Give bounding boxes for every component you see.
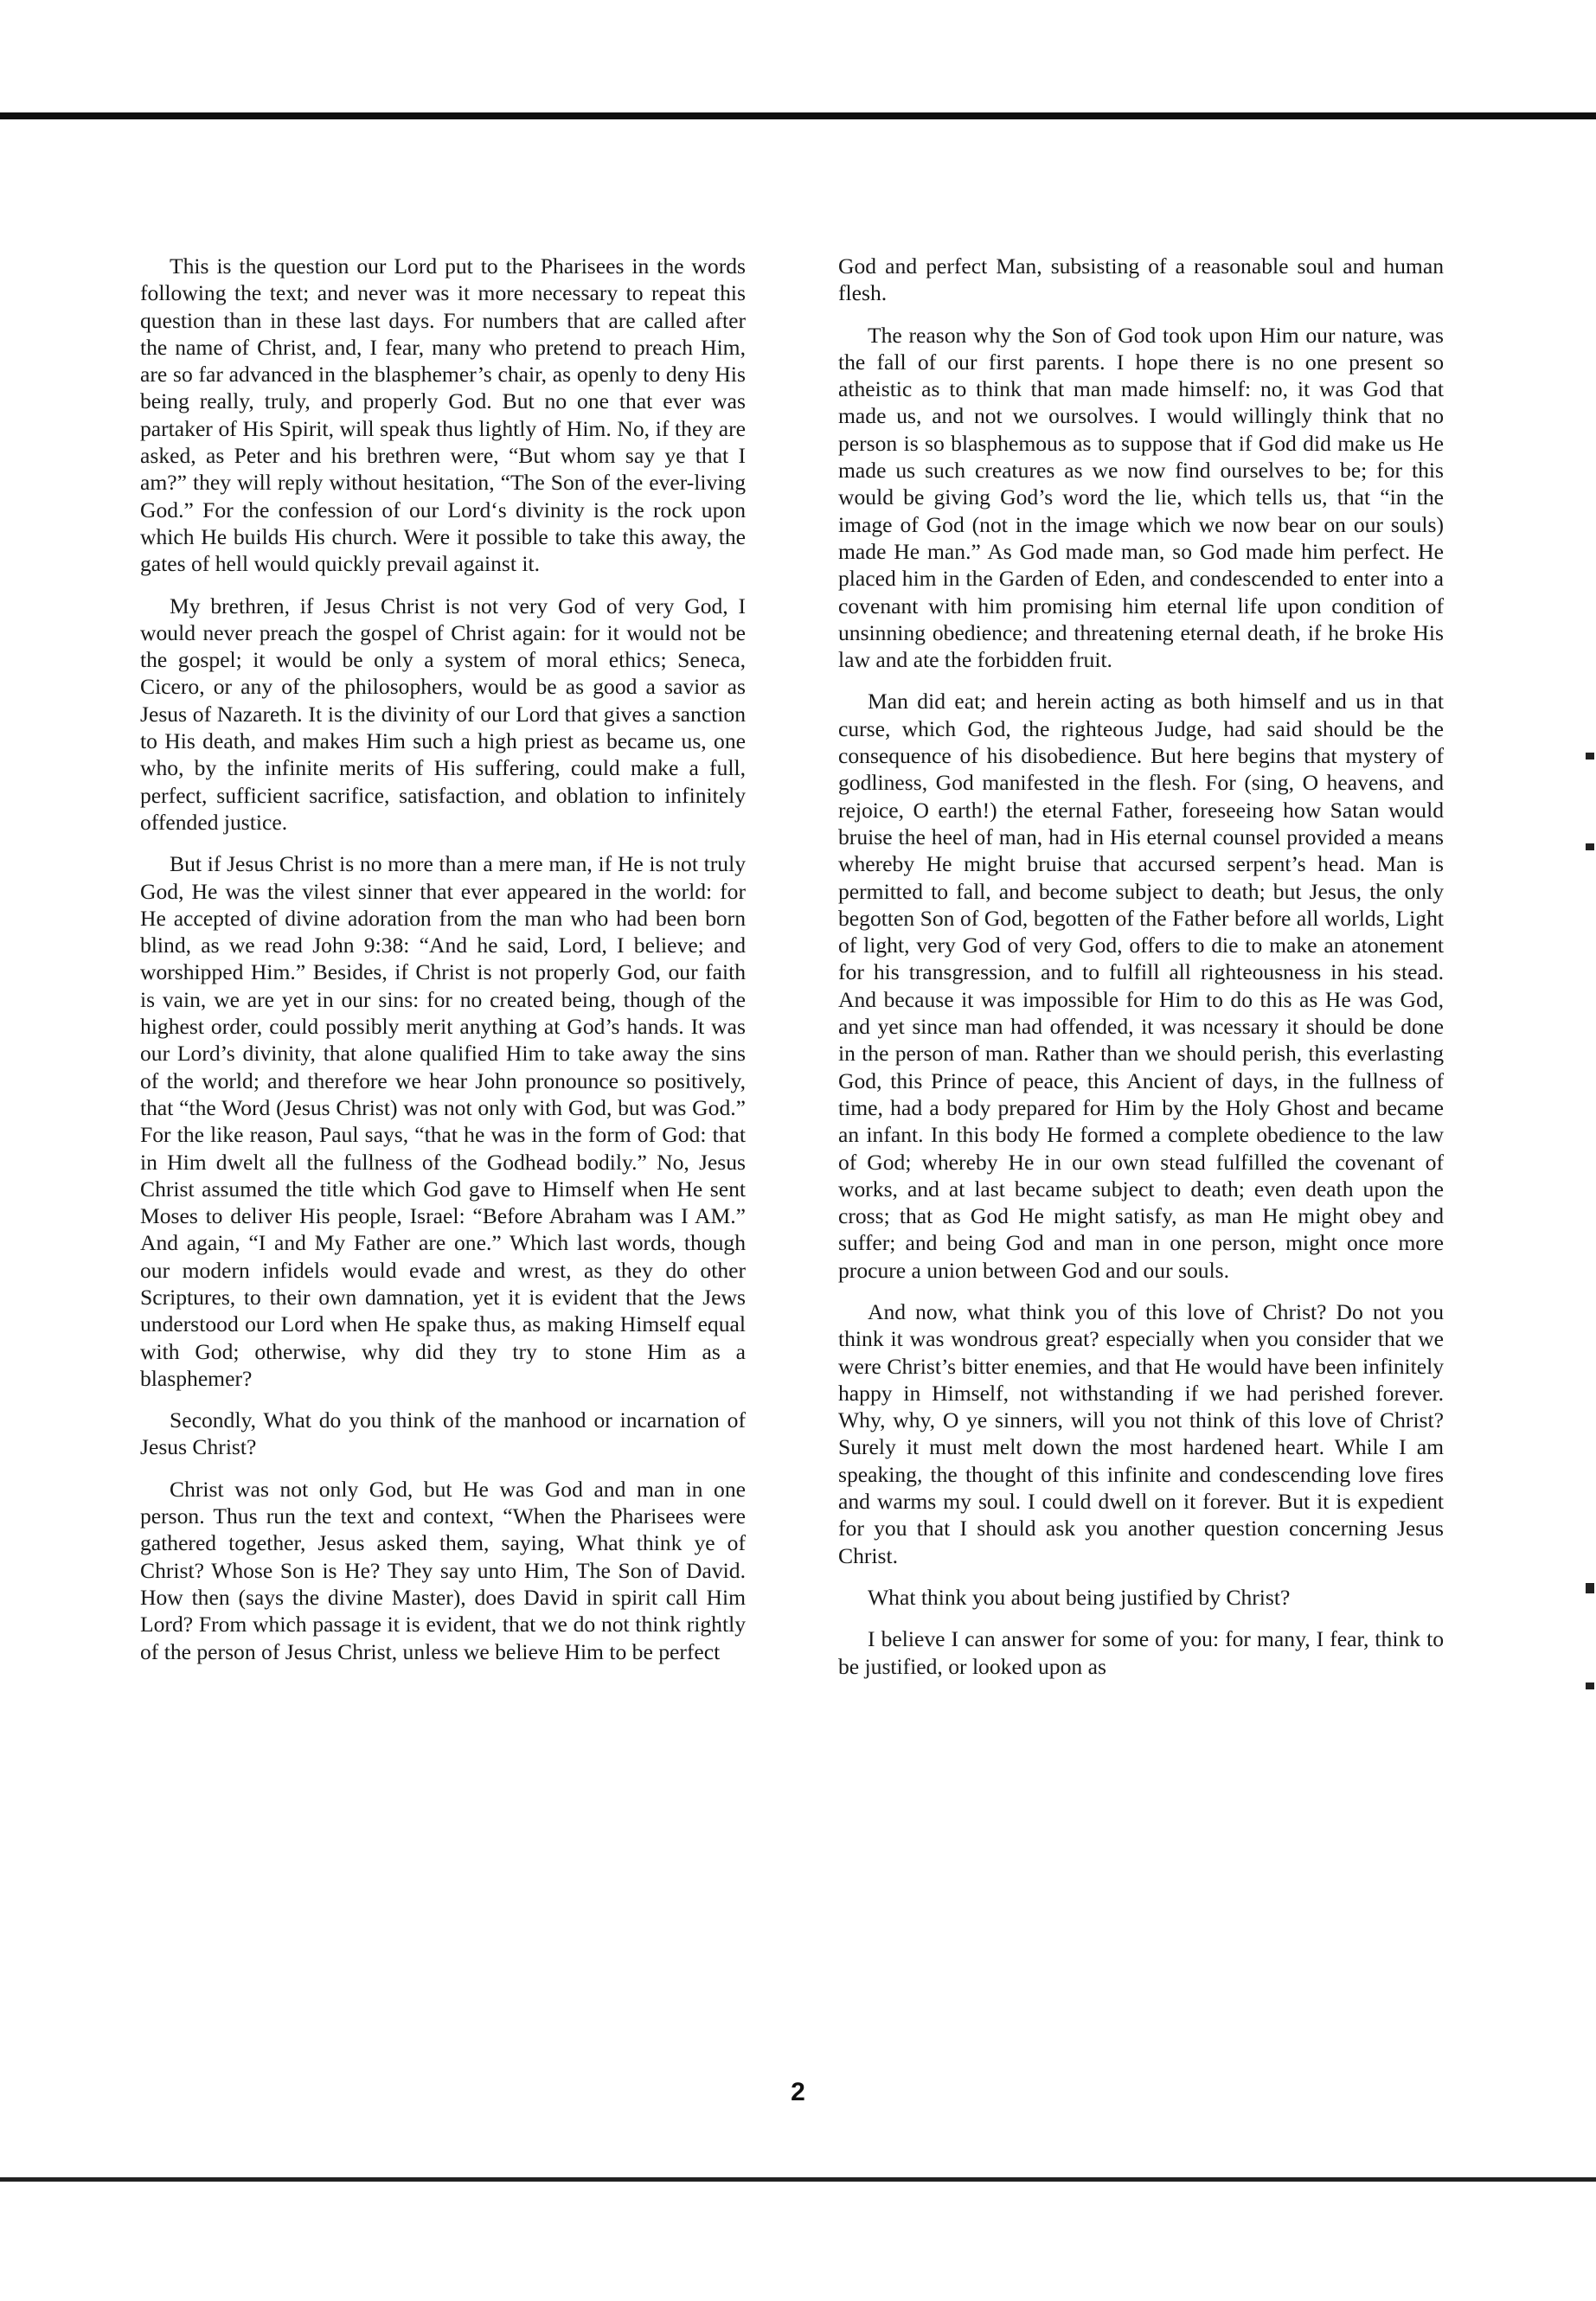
top-border-rule: [0, 112, 1596, 119]
paragraph: Man did eat; and herein acting as both himself and us in that curse, which God, the righteous Judge, had said should be the consequence of his disobedience. But here begins that mystery of godliness, God manifested in the flesh. For (sing, O heavens, and rejoice, O earth!) the eternal Father, foreseeing how Satan would bruise the heel of man, had in His eternal counsel provided a means whereby He might bruise that accursed serpent’s head. Man is permitted to fall, and become subject to death; but Jesus, the only begotten Son of God, begotten of the Father before all worlds, Light of light, very God of very God, offers to die to make an atonement for his transgression, and to fulfill all righteousness in his stead. And because it was impossible for Him to do this as He was God, and yet since man had offended, it was ncessary it should be done in the person of man. Rather than we should perish, this everlasting God, this Prince of peace, this Ancient of days, in the fullness of time, had a body prepared for Him by the Holy Ghost and became an infant. In this body He formed a complete obedience to the law of God; whereby He in our own stead fulfilled the covenant of works, and at last became subject to death; even death upon the cross; that as God He might satisfy, as man He might obey and suffer; and being God and man in one person, might once more procure a union between God and our souls.: [838, 689, 1444, 1283]
paragraph: I believe I can answer for some of you: for many, I fear, think to be justified, or looked upon as: [838, 1626, 1444, 1679]
scan-margin-mark: [1586, 1682, 1594, 1689]
paragraph: The reason why the Son of God took upon Him our nature, was the fall of our first parents. I hope there is no one present so atheistic as to think that man made himself: no, it was God that made us, and not we oursolves. I would willingly think that no person is so blasphemous as to suppose that if God did make us He made us such creatures as we now find ourselves to be; for this would be giving God’s word the lie, which tells us, that “in the image of God (not in the image which we now bear on our souls) made He man.” As God made man, so God made him perfect. He placed him in the Garden of Eden, and condescended to enter into a covenant with him promising him eternal life upon condition of unsinning obedience; and threatening eternal death, if he broke His law and ate the forbidden fruit.: [838, 322, 1444, 673]
bottom-border-rule: [0, 2177, 1596, 2182]
paragraph: What think you about being justified by Christ?: [868, 1584, 1291, 1610]
paragraph: Christ was not only God, but He was God and man in one person. Thus run the text and context, “When the Pharisees were gathered together, Jesus asked them, saying, What think ye of Christ? Whose Son is He? They say unto Him, The Son of David. How then (says the divine Master), does David in spirit call Him Lord? From which passage it is evident, that we do not think rightly of the person of Jesus Christ, unless we believe Him to be perfect: [140, 1476, 746, 1664]
scan-margin-mark: [1586, 753, 1594, 760]
paragraph: And now, what think you of this love of Christ? Do not you think it was wondrous great? especially when you consider that we were Christ’s bitter enemies, and that He would have been infinitely happy in Himself, not withstanding if we had perished forever. Why, why, O ye sinners, will you not think of this love of Christ? Surely it must melt down the most hardened heart. While I am speaking, the thought of this infinite and condescending love fires and warms my soul. I could dwell on it forever. But it is expedient for you that I should ask you another question concerning Jesus Christ.: [838, 1298, 1444, 1568]
scan-margin-mark: [1586, 843, 1594, 850]
paragraph-continuation: God and perfect Man, subsisting of a reasonable soul and human flesh.: [838, 253, 1444, 306]
paragraph: Secondly, What do you think of the manhood or incarnation of Jesus Christ?: [140, 1407, 746, 1460]
left-text-column: [140, 253, 746, 1680]
paragraph: This is the question our Lord put to the Pharisees in the words following the text; and never was it more necessary to repeat this question than in these last days. For numbers that are called after the name of Christ, and, I fear, many who pretend to preach Him, are so far advanced in the blasphemer’s chair, as openly to deny His being really, truly, and properly God. But no one that ever was partaker of His Spirit, will speak thus lightly of Him. No, if they are asked, as Peter and his brethren were, “But whom say ye that I am?” they will reply without hesitation, “The Son of the ever-living God.” For the confession of our Lord‘s divinity is the rock upon which He builds His church. Were it possible to take this away, the gates of hell would quickly prevail against it.: [140, 253, 746, 577]
scan-margin-mark: [1586, 1583, 1594, 1593]
paragraph: But if Jesus Christ is no more than a mere man, if He is not truly God, He was the vilest sinner that ever appeared in the world: for He accepted of divine adoration from the man who had been born blind, as we read John 9:38: “And he said, Lord, I believe; and worshipped Him.” Besides, if Christ is not properly God, our faith is vain, we are yet in our sins: for no created being, though of the highest order, could possibly merit anything at God’s hands. It was our Lord’s divinity, that alone qualified Him to take away the sins of the world; and therefore we hear John pronounce so positively, that “the Word (Jesus Christ) was not only with God, but was God.” For the like reason, Paul says, “that he was in the form of God: that in Him dwelt all the fullness of the Godhead bodily.” No, Jesus Christ assumed the title which God gave to Himself when He sent Moses to deliver His people, Israel: “Before Abraham was I AM.” And again, “I and My Father are one.” Which last words, though our modern infidels would evade and wrest, as they do other Scriptures, to their own damnation, yet it is evident that the Jews understood our Lord when He spake thus, as making Himself equal with God; otherwise, why did they try to stone Him as a blasphemer?: [140, 851, 746, 1391]
right-text-column: [838, 253, 1444, 1695]
paragraph: My brethren, if Jesus Christ is not very God of very God, I would never preach the gospel of Christ again: for it would not be the gospel; it would be only a system of moral ethics; Seneca, Cicero, or any of the philosophers, would be as good a savior as Jesus of Nazareth. It is the divinity of our Lord that gives a sanction to His death, and makes Him such a high priest as became us, one who, by the infinite merits of His suffering, could make a full, perfect, sufficient sacrifice, satisfaction, and oblation to infinitely offended justice.: [140, 593, 746, 835]
page-number: 2: [791, 2078, 805, 2106]
